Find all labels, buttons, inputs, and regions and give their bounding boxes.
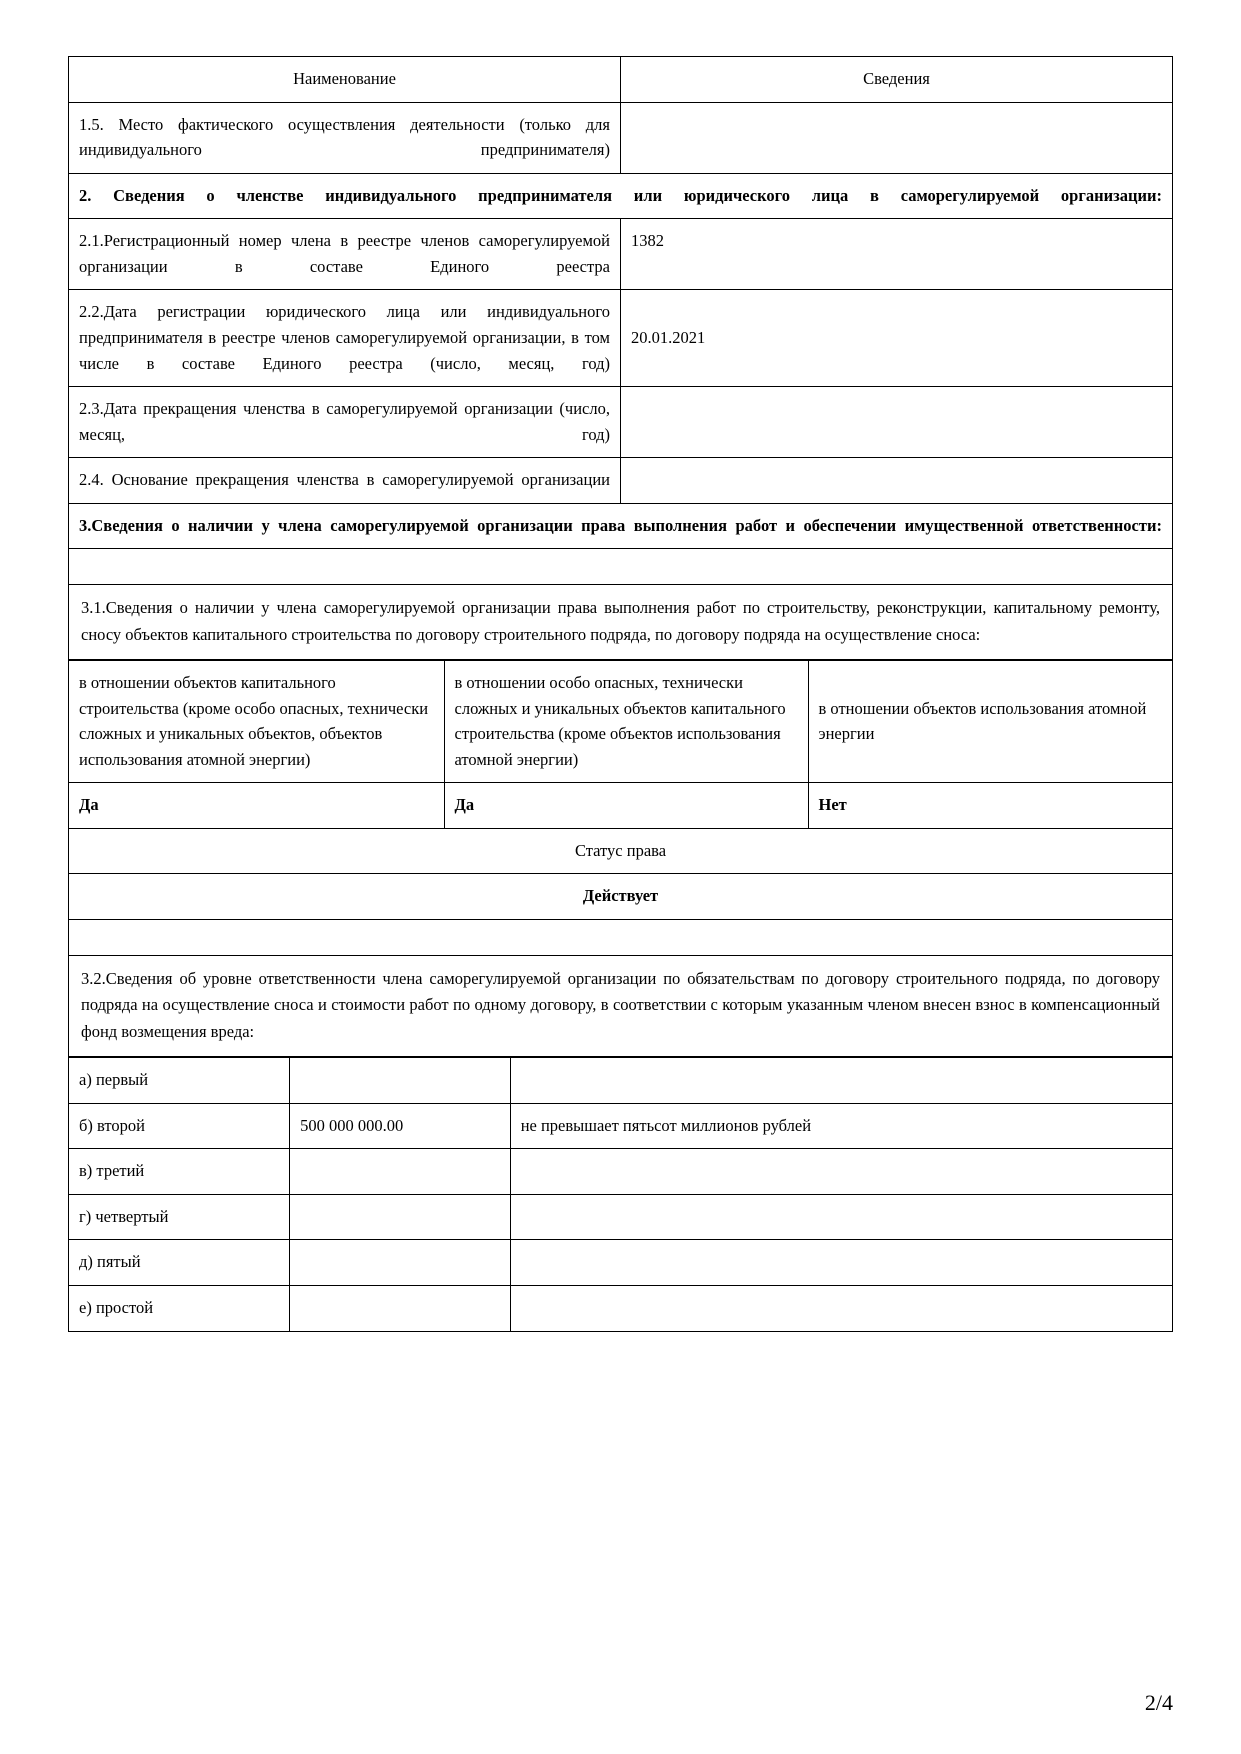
level-note: не превышает пятьсот миллионов рублей [510, 1103, 1172, 1149]
column-header-name: Наименование [69, 57, 621, 103]
rights-col-1-value: Да [69, 783, 444, 829]
registry-extract-table [68, 56, 1173, 1332]
level-amount [290, 1149, 511, 1195]
table-row [69, 1286, 1172, 1331]
block-3-2 [69, 956, 1173, 1332]
table-row [69, 1194, 1172, 1240]
row-2-3-value [621, 387, 1173, 458]
row-2-4-label: 2.4. Основание прекращения членства в саморегулируемой организации [69, 458, 621, 504]
rights-col-1-title: в отношении объектов капитального строительства (кроме особо опасных, технически сложных и уникальных объектов, объектов использования атомной энергии) [69, 661, 444, 783]
row-1-5-label: 1.5. Место фактического осуществления деятельности (только для индивидуального предпринимателя) [69, 102, 621, 173]
level-name: а) первый [69, 1058, 290, 1104]
block-3-2-intro: 3.2.Сведения об уровне ответственности члена саморегулируемой организации по обязательствам по договору строительного подряда, по договору подряда на осуществление сноса и стоимости работ по одному договору, в соответствии с которым указанным членом внесен взнос в компенсационный фонд возмещения вреда: [69, 956, 1172, 1057]
table-row [69, 1103, 1172, 1149]
spacer-row-2 [69, 920, 1173, 956]
table-row-section-2 [69, 173, 1173, 219]
table-row [69, 219, 1173, 290]
row-1-5-value [621, 102, 1173, 173]
block-3-1-row [69, 585, 1173, 920]
page-number: 2/4 [1144, 1690, 1173, 1715]
rights-col-3-title: в отношении объектов использования атомной энергии [808, 661, 1172, 783]
level-amount [290, 1286, 511, 1331]
row-2-1-label: 2.1.Регистрационный номер члена в реестре членов саморегулируемой организации в составе Единого реестра [69, 219, 621, 290]
level-name: г) четвертый [69, 1194, 290, 1240]
level-name: д) пятый [69, 1240, 290, 1286]
level-amount [290, 1058, 511, 1104]
row-2-2-label: 2.2.Дата регистрации юридического лица или индивидуального предпринимателя в реестре членов саморегулируемой организации, в том числе в составе Единого реестра (число, месяц, год) [69, 290, 621, 387]
table-row [69, 1240, 1172, 1286]
row-2-2-value: 20.01.2021 [621, 290, 1173, 387]
rights-col-3-value: Нет [808, 783, 1172, 829]
level-amount [290, 1194, 511, 1240]
table-row [69, 102, 1173, 173]
column-header-value: Сведения [621, 57, 1173, 103]
level-note [510, 1240, 1172, 1286]
spacer-cell-2 [69, 920, 1173, 956]
table-row [69, 1149, 1172, 1195]
table-header-row [69, 57, 1173, 103]
level-amount [290, 1240, 511, 1286]
spacer-row-1 [69, 549, 1173, 585]
table-row [69, 458, 1173, 504]
level-amount: 500 000 000.00 [290, 1103, 511, 1149]
block-3-1-intro: 3.1.Сведения о наличии у члена саморегулируемой организации права выполнения работ по строительству, реконструкции, капитальному ремонту, сносу объектов капитального строительства по договору строительного подряда, по договору подряда на осуществление сноса: [69, 585, 1172, 660]
section-2-title: 2. Сведения о членстве индивидуального предпринимателя или юридического лица в саморегулируемой организации: [69, 173, 1173, 219]
level-note [510, 1149, 1172, 1195]
level-name: в) третий [69, 1149, 290, 1195]
table-row [69, 1058, 1172, 1104]
rights-status-label: Статус права [69, 828, 1172, 874]
table-row-section-3 [69, 503, 1173, 549]
rights-header-row [69, 661, 1172, 783]
section-3-title: 3.Сведения о наличии у члена саморегулируемой организации права выполнения работ и обеспечении имущественной ответственности: [69, 503, 1173, 549]
table-row [69, 387, 1173, 458]
level-note [510, 1194, 1172, 1240]
rights-table [69, 660, 1172, 919]
rights-col-2-value: Да [444, 783, 808, 829]
block-3-1 [69, 585, 1173, 920]
level-note [510, 1058, 1172, 1104]
row-2-1-value: 1382 [621, 219, 1173, 290]
table-row [69, 290, 1173, 387]
block-3-2-row [69, 956, 1173, 1332]
row-2-3-label: 2.3.Дата прекращения членства в саморегулируемой организации (число, месяц, год) [69, 387, 621, 458]
level-name: е) простой [69, 1286, 290, 1331]
rights-status-value-row [69, 874, 1172, 919]
responsibility-levels-table [69, 1057, 1172, 1330]
row-2-4-value [621, 458, 1173, 504]
level-name: б) второй [69, 1103, 290, 1149]
spacer-cell [69, 549, 1173, 585]
rights-status-value: Действует [69, 874, 1172, 919]
level-note [510, 1286, 1172, 1331]
rights-value-row [69, 783, 1172, 829]
rights-col-2-title: в отношении особо опасных, технически сложных и уникальных объектов капитального строительства (кроме объектов использования атомной энергии) [444, 661, 808, 783]
rights-status-label-row [69, 828, 1172, 874]
